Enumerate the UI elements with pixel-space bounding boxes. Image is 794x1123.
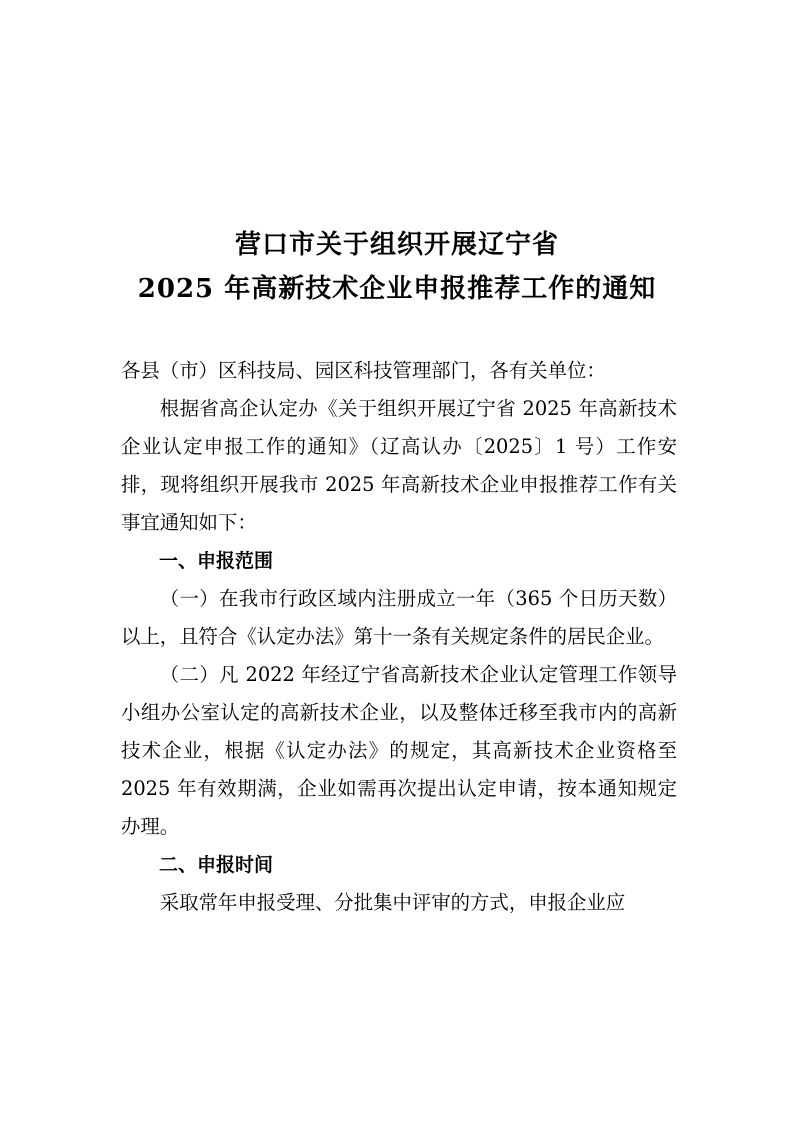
document-title-line1: 营口市关于组织开展辽宁省 [234,230,559,260]
section2-paragraph1: 采取常年申报受理、分批集中评审的方式，申报企业应 [159,891,626,914]
section2-heading: 二、申报时间 [159,854,274,876]
section1-item1: （一）在我市行政区域内注册成立一年（365 个日历天数）以上，且符合《认定办法》第十一条有关规定条件的居民企业。 [121,587,677,648]
section1-heading: 一、申报范围 [159,550,274,572]
section1-item2: （二）凡 2022 年经辽宁省高新技术企业认定管理工作领导小组办公室认定的高新技术企业，以及整体迁移至我市内的高新技术企业，根据《认定办法》的规定，其高新技术企业资格至 2025 年有效期满，企业如需再次提出认定申请，按本通知规定办理。 [121,663,677,838]
document-title-line2: 2025 年高新技术企业申报推荐工作的通知 [137,274,657,304]
salutation: 各县（市）区科技局、园区科技管理部门，各有关单位： [121,359,606,382]
document-body [121,352,677,922]
intro-paragraph: 根据省高企认定办《关于组织开展辽宁省 2025 年高新技术企业认定申报工作的通知》（辽高认办〔2025〕1 号）工作安排，现将组织开展我市 2025 年高新技术企业申报推荐工作有关事宜通知如下： [121,397,677,534]
